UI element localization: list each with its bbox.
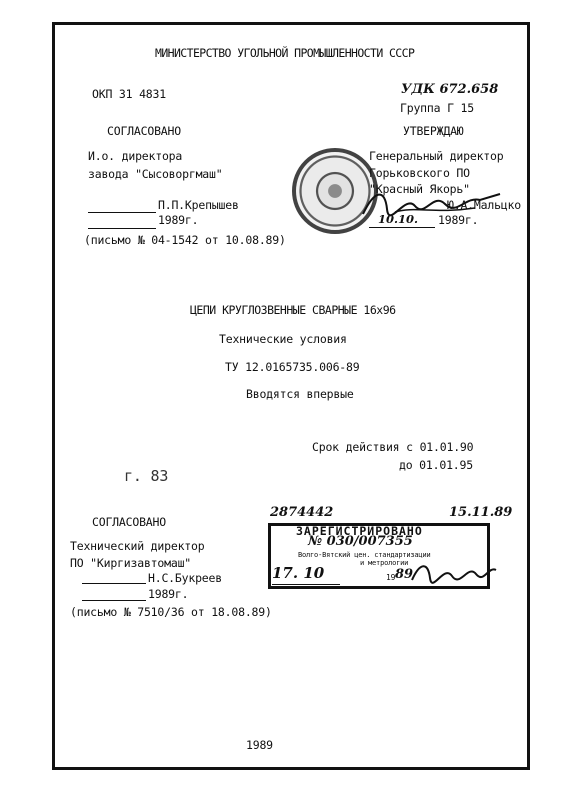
tu-number: ТУ 12.0165735.006-89 [225, 360, 360, 374]
registration-stamp-org-1: Волго-Вятский цен. стандартизации [298, 551, 431, 559]
approval-right-title: УТВЕРЖДАЮ [403, 124, 464, 138]
approval-right-date-handwritten: 10.10. [378, 212, 419, 226]
approval-bottom-title: СОГЛАСОВАНО [92, 515, 166, 529]
registration-handwritten-date: 15.11.89 [449, 505, 513, 520]
date-line [369, 227, 435, 228]
registration-stamp-org-2: и метрологии [360, 559, 409, 567]
footer-year: 1989 [246, 738, 273, 752]
udk-code: УДК 672.658 [401, 82, 499, 97]
signature-line [82, 583, 146, 584]
date-line [82, 600, 146, 601]
approval-left-title: СОГЛАСОВАНО [107, 124, 181, 138]
approval-left-letter: (письмо № 04-1542 от 10.08.89) [84, 233, 286, 247]
registration-stamp-year-prefix: 19 [386, 573, 396, 582]
registration-stamp-number: № 030/007355 [308, 534, 413, 549]
approval-right-position-1: Генеральный директор [369, 149, 504, 163]
introduced-note: Вводятся впервые [246, 387, 354, 401]
approval-right-position-3: "Красный Якорь" [369, 182, 470, 196]
group-code: Группа Г 15 [400, 101, 474, 115]
approval-right-year: 1989г. [438, 213, 479, 227]
approval-left-position-2: завода "Сысоворгмаш" [88, 167, 223, 181]
approval-left-position-1: И.о. директора [88, 149, 183, 163]
validity-to: до 01.01.95 [399, 458, 473, 472]
approval-right-signer: Ю.А.Мальцко [447, 198, 521, 212]
okp-code: ОКП 31 4831 [92, 87, 166, 101]
approval-left-year: 1989г. [158, 213, 199, 227]
date-line [88, 228, 156, 229]
registration-handwritten-number: 2874442 [270, 505, 334, 520]
approval-bottom-year: 1989г. [148, 587, 189, 601]
document-subtitle: Технические условия [219, 332, 347, 346]
document-title: ЦЕПИ КРУГЛОЗВЕННЫЕ СВАРНЫЕ 16х96 [190, 303, 396, 317]
approval-right-position-2: Горьковского ПО [369, 166, 470, 180]
signature-line [88, 212, 156, 213]
approval-bottom-position-2: ПО "Киргизавтомаш" [70, 556, 192, 570]
stamp-date-line [272, 584, 340, 585]
registration-stamp-title: ЗАРЕГИСТРИРОВАНО [296, 524, 423, 538]
approval-bottom-letter: (письмо № 7510/36 от 18.08.89) [70, 605, 272, 619]
registration-stamp-year: 89 [395, 567, 414, 582]
approval-left-signer: П.П.Крепышев [158, 198, 239, 212]
registration-stamp-date: 17. 10 [272, 564, 325, 582]
approval-bottom-position-1: Технический директор [70, 539, 205, 553]
validity-from: Срок действия с 01.01.90 [312, 440, 474, 454]
ministry-title: МИНИСТЕРСТВО УГОЛЬНОЙ ПРОМЫШЛЕННОСТИ СССР [155, 46, 415, 60]
registrar-signature [408, 558, 498, 588]
approval-bottom-signer: Н.С.Букреев [148, 571, 222, 585]
handwritten-scribble: г. 83 [124, 467, 169, 485]
